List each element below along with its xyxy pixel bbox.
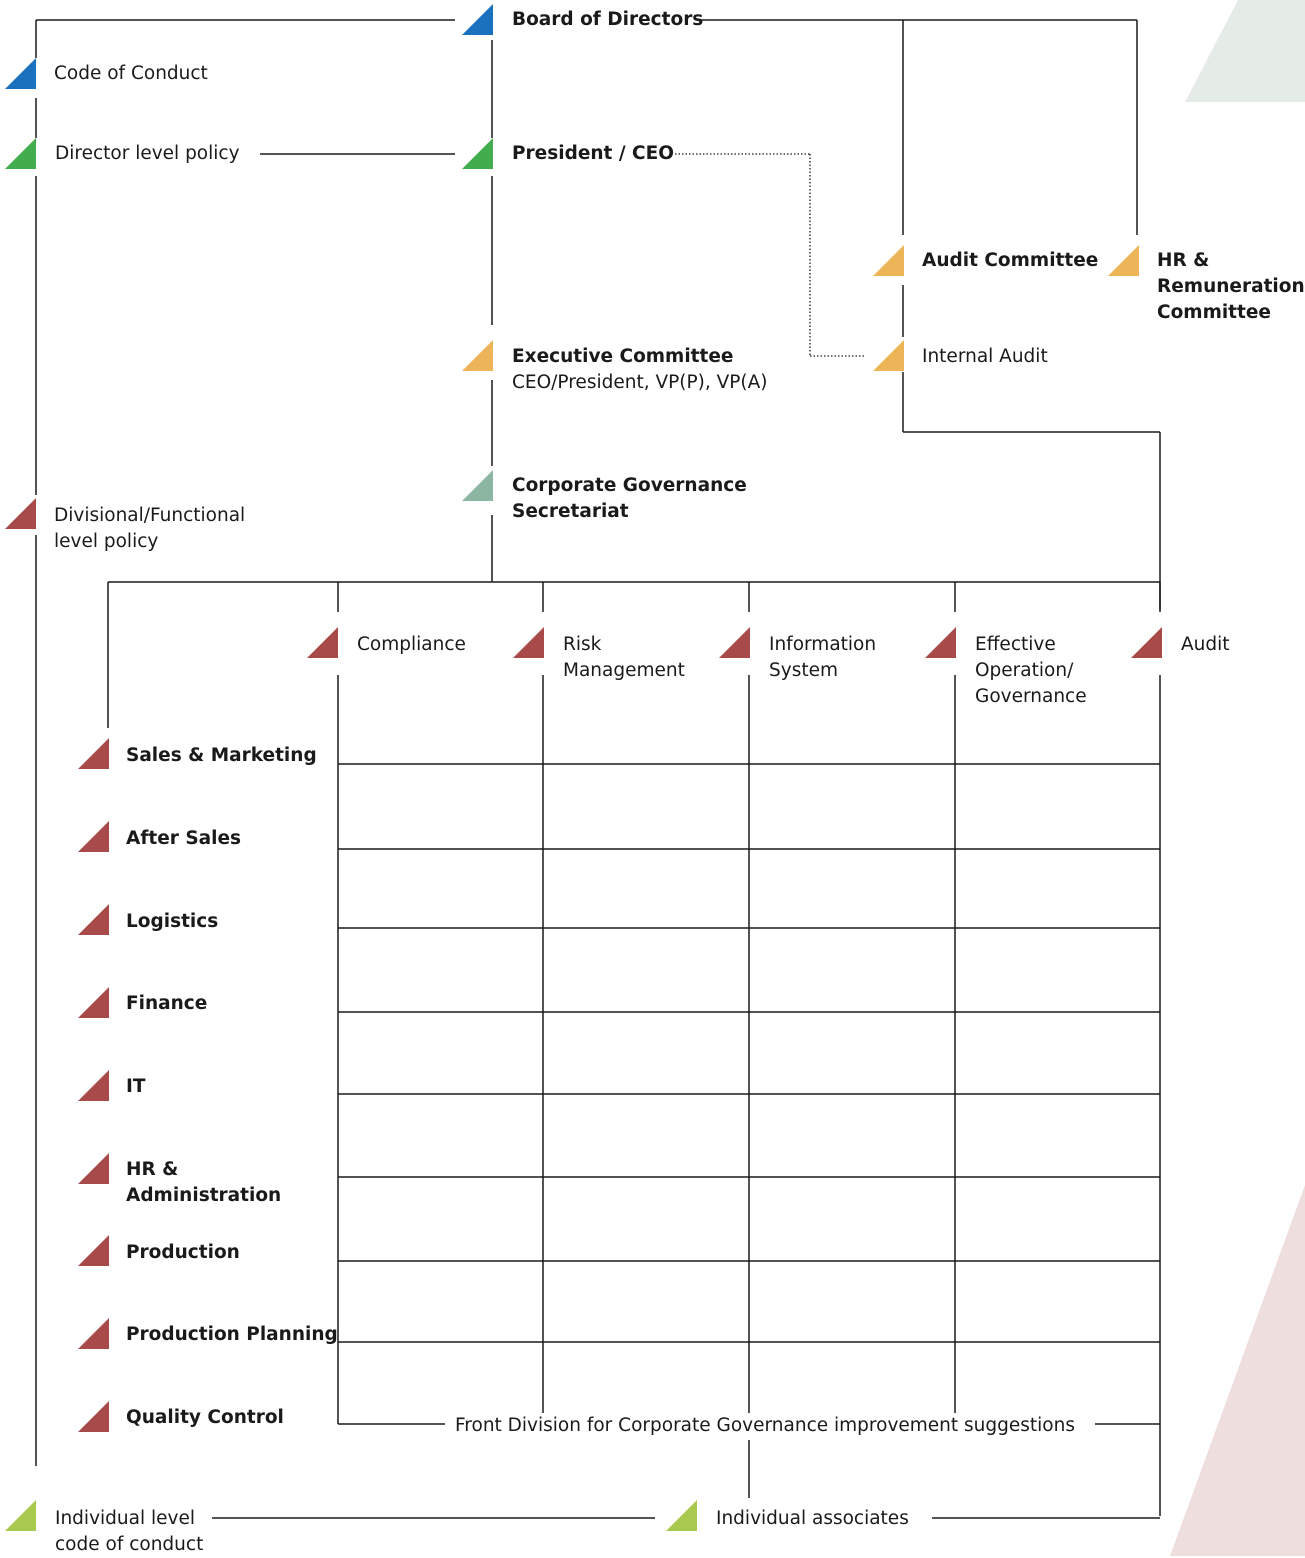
triangle-icon-column-3 [925,627,956,658]
triangle-icon-division-4 [78,1070,109,1101]
triangle-icon-audit-committee [873,245,904,276]
triangle-icon-column-2 [719,627,750,658]
triangle-icon-individual-code [5,1500,36,1531]
board-of-directors: Board of Directors [512,9,704,30]
triangle-icon-individual-associates [666,1500,697,1531]
code-of-conduct-label: Code of Conduct [54,63,208,84]
division-it: IT [126,1076,146,1097]
triangle-icon-division-5 [78,1153,109,1184]
triangle-icon-board [462,4,493,35]
division-quality-control: Quality Control [126,1407,284,1428]
column-effective-operation: Effective Operation/ Governance [975,634,1087,707]
triangle-icon-president [462,138,493,169]
triangle-icon-divisional-policy [5,498,36,529]
triangle-icon-secretariat [462,470,493,501]
audit-committee: Audit Committee [922,250,1099,271]
decor-shape-bottom [1170,1185,1305,1556]
triangle-icon-column-4 [1131,627,1162,658]
decor-shape-top [1185,0,1305,102]
triangle-icon-executive-committee [462,340,493,371]
corporate-governance-secretariat: Corporate Governance Secretariat [512,475,747,522]
triangle-icon-director-policy [5,138,36,169]
internal-audit: Internal Audit [922,346,1048,367]
triangle-icon-internal-audit [873,340,904,371]
division-finance: Finance [126,993,208,1014]
triangle-icon-division-7 [78,1318,109,1349]
column-information-system: Information System [769,634,877,681]
division-hr-administration: HR & Administration [126,1159,282,1206]
triangle-icon-column-0 [307,627,338,658]
division-logistics: Logistics [126,911,219,932]
director-policy-label: Director level policy [55,143,240,164]
triangle-icon-column-1 [513,627,544,658]
executive-committee-members: CEO/President, VP(P), VP(A) [512,372,768,393]
triangle-icon-hr-committee [1108,245,1139,276]
triangle-icon-division-2 [78,904,109,935]
division-sales-marketing: Sales & Marketing [126,745,317,766]
triangle-icon-division-1 [78,821,109,852]
division-production-planning: Production Planning [126,1324,338,1345]
division-after-sales: After Sales [126,828,242,849]
hr-remuneration-committee: HR & Remuneration Committee [1157,250,1305,323]
executive-committee: Executive Committee [512,346,734,367]
president-ceo: President / CEO [512,143,674,164]
triangle-icon-division-6 [78,1235,109,1266]
individual-associates: Individual associates [716,1508,909,1529]
front-division-label: Front Division for Corporate Governance improvement suggestions [455,1415,1075,1436]
column-audit: Audit [1181,634,1230,655]
column-compliance: Compliance [357,634,466,655]
divisional-policy-label: Divisional/Functional level policy [54,505,246,552]
division-production: Production [126,1242,240,1263]
triangle-icon-division-0 [78,738,109,769]
triangle-icon-division-8 [78,1401,109,1432]
triangle-icon-division-3 [78,987,109,1018]
individual-code-label: Individual level code of conduct [55,1508,204,1555]
triangle-icon-code-of-conduct [5,58,36,89]
column-risk-management: Risk Management [563,634,685,681]
